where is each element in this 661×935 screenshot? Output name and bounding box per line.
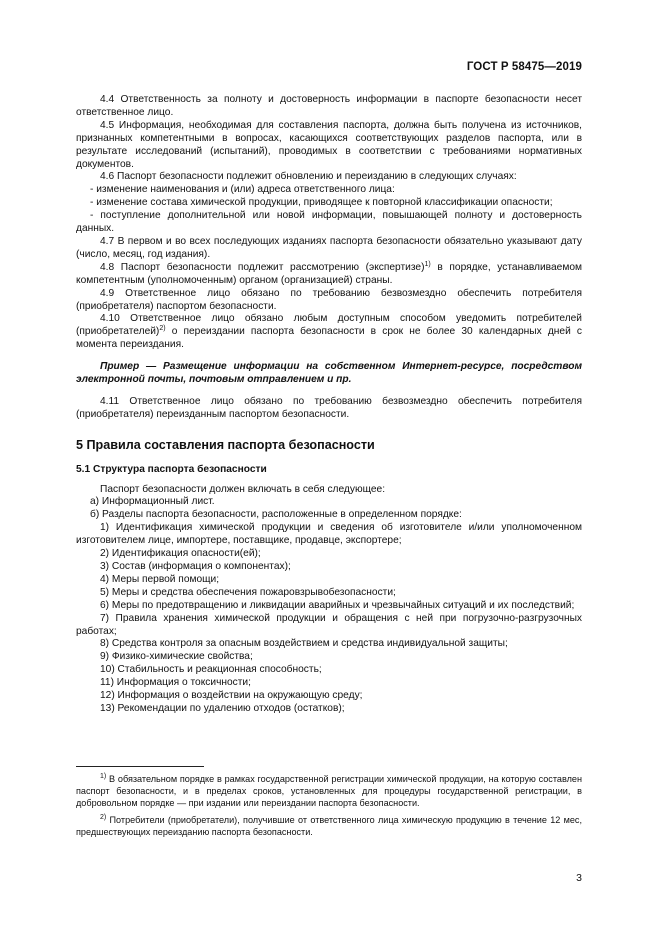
list-item-b: б) Разделы паспорта безопасности, расположенные в определенном порядке: (90, 509, 462, 521)
list-item: 5) Меры и средства обеспечения пожаровзрывобезопасности; (100, 586, 396, 598)
list-item: 2) Идентификация опасности(ей); (100, 548, 261, 560)
paragraph-text: 4.8 Паспорт безопасности подлежит рассмотрению (экспертизе) (100, 261, 425, 273)
footnote-mark: 2) (100, 814, 107, 821)
example-note: Пример — Размещение информации на собственном Интернет-ресурсе, посредством электронной почты, почтовым отправлением и пр. (76, 361, 582, 386)
paragraph-4-7: 4.7 В первом и во всех последующих изданиях паспорта безопасности обязательно указывают дату (число, месяц, год издания). (76, 235, 582, 260)
paragraph-4-4: 4.4 Ответственность за полноту и достоверность информации в паспорте безопасности несет ответственное лицо. (76, 94, 582, 118)
paragraph-4-8 (76, 262, 582, 288)
document-header: ГОСТ Р 58475—2019 (466, 61, 582, 73)
list-item: - поступление дополнительной или новой информации, повышающей полноту и достоверность данных. (76, 210, 582, 235)
list-item: 7) Правила хранения химической продукции и обращения с ней при погрузочно-разгрузочных работах; (76, 612, 582, 637)
list-item: - изменение наименования и (или) адреса ответственного лица: (90, 184, 395, 196)
paragraph-4-9: 4.9 Ответственное лицо обязано по требованию безвозмездно обеспечить потребителя (приобретателя) паспортом безопасности. (76, 287, 582, 312)
list-item: 1) Идентификация химической продукции и сведения об изготовителе и/или уполномоченном изготовителем лице, импортере, поставщике, продавце, экспортере; (76, 522, 582, 547)
section-5-intro: Паспорт безопасности должен включать в себя следующее: (100, 483, 386, 495)
document-body (76, 94, 582, 716)
footnote-text: В обязательном порядке в рамках государственной регистрации химической продукции, на которую составлен паспорт безопасности, и в пределах сроков, установленных для процедуры государственной регистрации, в добровольном порядке — при издании или переиздании паспорта безопасности. (76, 774, 582, 808)
list-item: 12) Информация о воздействии на окружающую среду; (100, 690, 363, 702)
paragraph-4-5: 4.5 Информация, необходимая для составления паспорта, должна быть получена из источников, признанных компетентными в вопросах, касающихся соответствующих разделов паспорта, или в результате исследований (испытаний), проводимых в соответствии с требованиями нормативных документов. (76, 119, 582, 170)
paragraph-text: о переиздании паспорта безопасности в срок не более 30 календарных дней с момента переиздания. (76, 326, 582, 351)
footnotes (76, 773, 582, 843)
paragraph-text: в порядке, устанавливаемом компетентным (уполномоченным) органом (организацией) страны. (76, 261, 582, 286)
paragraph-4-10 (76, 313, 582, 352)
list-item-a: а) Информационный лист. (90, 496, 215, 508)
paragraph-text: 4.10 Ответственное лицо обязано любым доступным способом уведомить потребителей (приобретателей) (76, 313, 582, 338)
subsection-5-1-title: 5.1 Структура паспорта безопасности (76, 463, 267, 475)
paragraph-4-6: 4.6 Паспорт безопасности подлежит обновлению и переизданию в следующих случаях: (100, 171, 517, 183)
footnote-1 (76, 773, 582, 809)
list-item: 6) Меры по предотвращению и ликвидации аварийных и чрезвычайных ситуаций и их последствий; (100, 599, 575, 611)
footnote-ref: 2) (159, 325, 166, 333)
footnote-divider (76, 766, 204, 767)
list-item: - изменение состава химической продукции, приводящее к повторной классификации опасности; (90, 197, 553, 209)
list-item: 4) Меры первой помощи; (100, 573, 220, 585)
list-item: 8) Средства контроля за опасным воздействием и средства индивидуальной защиты; (100, 638, 508, 650)
page-number: 3 (576, 872, 582, 884)
footnote-ref: 1) (424, 260, 431, 268)
list-item: 10) Стабильность и реакционная способность; (100, 664, 322, 676)
list-item: 3) Состав (информация о компонентах); (100, 561, 291, 572)
list-item: 11) Информация о токсичности; (100, 677, 251, 689)
list-item: 9) Физико-химические свойства; (100, 651, 253, 663)
footnote-mark: 1) (100, 773, 107, 780)
paragraph-4-11: 4.11 Ответственное лицо обязано по требованию безвозмездно обеспечить потребителя (приобретателя) переизданным паспортом безопасности. (76, 395, 582, 420)
list-item: 13) Рекомендации по удалению отходов (остатков); (100, 702, 345, 714)
footnote-2 (76, 814, 582, 838)
section-5-title: 5 Правила составления паспорта безопасности (76, 437, 375, 452)
footnote-text: Потребители (приобретатели), получившие от ответственного лица химическую продукцию в течение 12 мес, предшествующих переизданию паспорта безопасности. (76, 815, 582, 837)
